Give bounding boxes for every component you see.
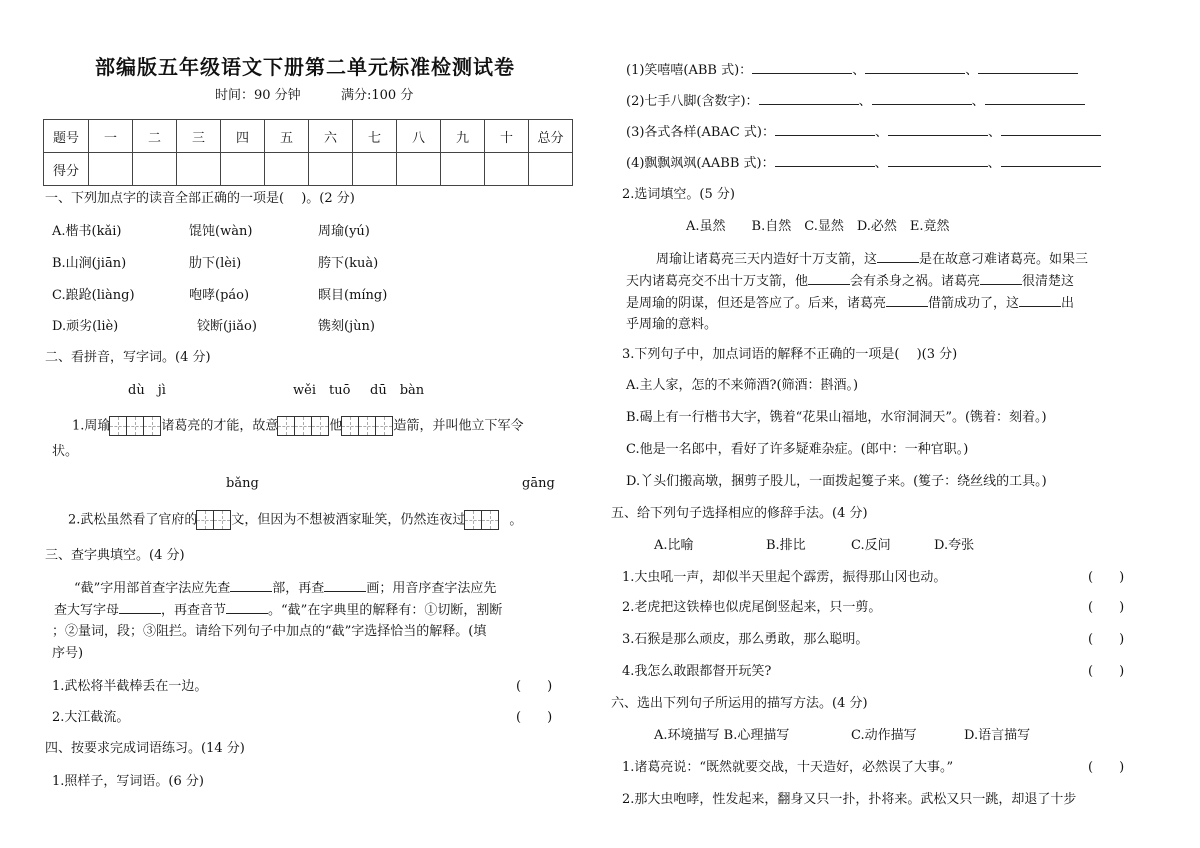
s6-choice-ab: A.环境描写 B.心理描写 bbox=[654, 728, 790, 743]
char-box[interactable] bbox=[196, 510, 214, 530]
s5-item-4: 4.我怎么敢跟都督开玩笑? bbox=[622, 664, 772, 679]
answer-blank[interactable] bbox=[980, 272, 1022, 285]
section5-heading: 五、给下列句子选择相应的修辞手法。(4 分) bbox=[611, 506, 868, 521]
answer-paren[interactable]: ( ) bbox=[1088, 760, 1125, 775]
s4-opt-d: D.丫头们搬高墩，捆剪子股儿，一面拨起篗子来。(篗子：绕丝线的工具。) bbox=[626, 474, 1047, 489]
char-box[interactable] bbox=[126, 416, 144, 436]
s6-choice-d: D.语言描写 bbox=[964, 728, 1031, 743]
score-cell[interactable] bbox=[133, 153, 177, 186]
pinyin-bang: bǎng bbox=[226, 476, 259, 491]
score-header-cell: 总分 bbox=[529, 120, 573, 153]
s2-q1-suffix: 造箭，并叫他立下军令 bbox=[393, 418, 524, 434]
s3-text: 。“截”在字典里的解释有：①切断，割断 bbox=[268, 603, 503, 618]
score-value-row bbox=[44, 153, 573, 186]
char-box[interactable] bbox=[341, 416, 359, 436]
para-text: 会有杀身之祸。诸葛亮 bbox=[850, 274, 981, 289]
score-header-cell: 八 bbox=[397, 120, 441, 153]
answer-blank[interactable] bbox=[775, 154, 875, 167]
sep: 、 bbox=[874, 156, 888, 171]
score-header-cell: 七 bbox=[353, 120, 397, 153]
time-info: 时间：90 分钟 bbox=[215, 88, 301, 103]
s1-option-c1: C.踉跄(liàng) bbox=[52, 288, 135, 303]
s1-option-c3: 瞑目(míng) bbox=[318, 288, 388, 303]
char-box[interactable] bbox=[143, 416, 161, 436]
score-cell[interactable] bbox=[221, 153, 265, 186]
char-box[interactable] bbox=[109, 416, 127, 436]
pinyin-duji: dù jì bbox=[128, 383, 166, 398]
s2-q1-mid2: 他 bbox=[329, 418, 343, 434]
s2-q1-mid1: 诸葛亮的才能，故意 bbox=[161, 418, 279, 434]
score-header-cell: 题号 bbox=[44, 120, 89, 153]
para-text: 是周瑜的阴谋，但还是答应了。后来，诸葛亮 bbox=[626, 296, 887, 311]
s4-sub1: 1.照样子，写词语。(6 分) bbox=[52, 774, 204, 789]
sep: 、 bbox=[987, 156, 1001, 171]
score-header-cell: 六 bbox=[309, 120, 353, 153]
s4-item-2 bbox=[626, 92, 1085, 111]
answer-blank[interactable] bbox=[759, 92, 859, 105]
s5-choice-b: B.排比 bbox=[766, 538, 806, 553]
score-table bbox=[43, 119, 573, 186]
s1-option-a1: A.楷书(kǎi) bbox=[52, 224, 122, 239]
score-cell[interactable] bbox=[441, 153, 485, 186]
s2-q2-line bbox=[68, 510, 522, 530]
s3-text: “截”字用部首查字法应先查 bbox=[74, 581, 231, 596]
s2-q1-line bbox=[72, 416, 523, 436]
section6-heading: 六、选出下列句子所运用的描写方法。(4 分) bbox=[611, 696, 868, 711]
para-text: 很清楚这 bbox=[1022, 274, 1075, 289]
answer-blank[interactable] bbox=[1001, 123, 1101, 136]
answer-blank[interactable] bbox=[1001, 154, 1101, 167]
s4-para-line2 bbox=[626, 272, 1074, 291]
answer-blank[interactable] bbox=[888, 123, 988, 136]
score-row-label: 得分 bbox=[44, 153, 89, 186]
s3-line4: 序号) bbox=[52, 646, 84, 661]
answer-blank[interactable] bbox=[877, 250, 919, 263]
pinyin-duban: dū bàn bbox=[370, 383, 425, 398]
s6-item-2: 2.那大虫咆哮，性发起来，翻身又只一扑，扑将来。武松又只一跳，却退了十步 bbox=[622, 792, 1077, 807]
score-header-cell: 五 bbox=[265, 120, 309, 153]
section1-heading: 一、下列加点字的读音全部正确的一项是( )。(2 分) bbox=[45, 191, 355, 206]
sep: 、 bbox=[965, 63, 979, 78]
s4-sub3: 3.下列句子中，加点词语的解释不正确的一项是( )(3 分) bbox=[622, 347, 958, 362]
answer-paren[interactable]: ( ) bbox=[516, 679, 553, 694]
s4-item-label: (2)七手八脚(含数字)： bbox=[626, 94, 759, 109]
char-box[interactable] bbox=[481, 510, 499, 530]
s3-q2: 2.大江截流。 bbox=[52, 710, 130, 725]
answer-blank[interactable] bbox=[865, 61, 965, 74]
s1-option-d3: 镌刻(jùn) bbox=[318, 319, 375, 334]
answer-blank[interactable] bbox=[985, 92, 1085, 105]
para-text: 周瑜让诸葛亮三天内造好十万支箭，这 bbox=[656, 252, 878, 267]
s5-choice-a: A.比喻 bbox=[654, 538, 694, 553]
s1-option-b1: B.山涧(jiān) bbox=[52, 256, 127, 271]
sep: 、 bbox=[852, 63, 866, 78]
s1-option-b2: 肋下(lèi) bbox=[189, 256, 242, 271]
sep: 、 bbox=[971, 94, 985, 109]
s2-q2-suffix: 。 bbox=[509, 512, 523, 528]
s5-choice-c: C.反问 bbox=[851, 538, 891, 553]
s2-q2-prefix: 2.武松虽然看了官府的 bbox=[68, 512, 198, 528]
s1-option-d2: 铰断(jiǎo) bbox=[197, 319, 257, 334]
score-cell[interactable] bbox=[485, 153, 529, 186]
score-header-cell: 九 bbox=[441, 120, 485, 153]
s4-para-line4: 乎周瑜的意料。 bbox=[626, 317, 718, 332]
s4-opt-a: A.主人家，怎的不来筛酒?(筛酒：斟酒。) bbox=[626, 378, 859, 393]
score-header-cell: 三 bbox=[177, 120, 221, 153]
s2-q1-prefix: 1.周瑜 bbox=[72, 418, 111, 434]
char-box[interactable] bbox=[464, 510, 482, 530]
answer-blank[interactable] bbox=[324, 579, 366, 592]
s4-item-label: (4)飘飘飒飒(AABB 式)： bbox=[626, 156, 775, 171]
s3-text: 查大写字母 bbox=[54, 603, 120, 618]
score-header-cell: 一 bbox=[89, 120, 133, 153]
s4-item-label: (3)各式各样(ABAC 式)： bbox=[626, 125, 775, 140]
s3-line1 bbox=[74, 579, 496, 598]
s4-para-line1 bbox=[656, 250, 1088, 269]
char-box[interactable] bbox=[294, 416, 312, 436]
answer-blank[interactable] bbox=[775, 123, 875, 136]
char-box[interactable] bbox=[311, 416, 329, 436]
score-header-cell: 四 bbox=[221, 120, 265, 153]
score-cell[interactable] bbox=[529, 153, 573, 186]
answer-blank[interactable] bbox=[872, 92, 972, 105]
score-info: 满分:100 分 bbox=[341, 88, 414, 103]
s4-item-label: (1)笑嘻嘻(ABB 式)： bbox=[626, 63, 753, 78]
section2-heading: 二、看拼音，写字词。(4 分) bbox=[45, 350, 211, 365]
s3-line2 bbox=[54, 601, 502, 620]
s3-q1: 1.武松将半截棒丢在一边。 bbox=[52, 679, 208, 694]
s1-option-a2: 馄饨(wàn) bbox=[189, 224, 253, 239]
score-cell[interactable] bbox=[177, 153, 221, 186]
score-cell[interactable] bbox=[397, 153, 441, 186]
score-cell[interactable] bbox=[353, 153, 397, 186]
para-text: 天内诸葛亮交不出十万支箭，他 bbox=[626, 274, 809, 289]
answer-blank[interactable] bbox=[978, 61, 1078, 74]
s6-item-1: 1.诸葛亮说：“既然就要交战，十天造好，必然误了大事。” bbox=[622, 760, 954, 775]
s5-choice-d: D.夸张 bbox=[934, 538, 975, 553]
s4-choices: A.虽然 B.自然 C.显然 D.必然 E.竟然 bbox=[686, 219, 950, 234]
s4-item-3 bbox=[626, 123, 1101, 142]
sep: 、 bbox=[987, 125, 1001, 140]
s4-opt-c: C.他是一名郎中，看好了许多疑难杂症。(郎中：一种官职。) bbox=[626, 442, 969, 457]
answer-blank[interactable] bbox=[119, 601, 161, 614]
char-box[interactable] bbox=[358, 416, 376, 436]
answer-paren[interactable]: ( ) bbox=[1088, 632, 1125, 647]
s5-item-3: 3.石猴是那么顽皮，那么勇敢，那么聪明。 bbox=[622, 632, 869, 647]
exam-title: 部编版五年级语文下册第二单元标准检测试卷 bbox=[95, 55, 515, 79]
score-header-cell: 二 bbox=[133, 120, 177, 153]
s4-sub2: 2.选词填空。(5 分) bbox=[622, 187, 735, 202]
answer-paren[interactable]: ( ) bbox=[1088, 570, 1125, 585]
char-box[interactable] bbox=[213, 510, 231, 530]
s3-text: ，再查音节 bbox=[161, 603, 227, 618]
s4-para-line3 bbox=[626, 294, 1074, 313]
s1-option-d1: D.顽劣(liè) bbox=[52, 319, 119, 334]
char-box[interactable] bbox=[277, 416, 295, 436]
s2-q1-tail: 状。 bbox=[52, 444, 79, 459]
s4-item-4 bbox=[626, 154, 1101, 173]
para-text: 借箭成功了，这 bbox=[928, 296, 1020, 311]
answer-blank[interactable] bbox=[230, 579, 272, 592]
score-header-row bbox=[44, 120, 573, 153]
answer-blank[interactable] bbox=[886, 294, 928, 307]
s2-q2-mid: 文，但因为不想被酒家耻笑，仍然连夜过 bbox=[231, 512, 466, 528]
sep: 、 bbox=[874, 125, 888, 140]
section4-heading: 四、按要求完成词语练习。(14 分) bbox=[45, 741, 245, 756]
answer-blank[interactable] bbox=[752, 61, 852, 74]
answer-blank[interactable] bbox=[1019, 294, 1061, 307]
answer-blank[interactable] bbox=[808, 272, 850, 285]
answer-blank[interactable] bbox=[888, 154, 988, 167]
score-cell[interactable] bbox=[309, 153, 353, 186]
section3-heading: 三、查字典填空。(4 分) bbox=[45, 548, 185, 563]
char-box[interactable] bbox=[375, 416, 393, 436]
s4-opt-b: B.碣上有一行楷书大字，镌着“花果山福地，水帘洞洞天”。(镌着：刻着。) bbox=[626, 410, 1047, 425]
s3-text: 部，再查 bbox=[272, 581, 325, 596]
s5-item-1: 1.大虫吼一声，却似半天里起个霹雳，振得那山冈也动。 bbox=[622, 570, 947, 585]
score-header-cell: 十 bbox=[485, 120, 529, 153]
para-text: 出 bbox=[1061, 296, 1075, 311]
s4-item-1 bbox=[626, 61, 1078, 80]
s1-option-a3: 周瑜(yú) bbox=[318, 224, 370, 239]
s3-line3: ；②量词，段；③阻拦。请给下列句子中加点的“截”字选择恰当的解释。(填 bbox=[52, 624, 487, 639]
s5-item-2: 2.老虎把这铁棒也似虎尾倒竖起来，只一剪。 bbox=[622, 600, 882, 615]
s6-choice-c: C.动作描写 bbox=[851, 728, 917, 743]
pinyin-weituo: wěi tuō bbox=[293, 383, 351, 398]
s3-text: 画；用音序查字法应先 bbox=[366, 581, 497, 596]
pinyin-gang: gāng bbox=[522, 476, 555, 491]
para-text: 是在故意刁难诸葛亮。如果三 bbox=[919, 252, 1089, 267]
score-cell[interactable] bbox=[89, 153, 133, 186]
s1-option-c2: 咆哮(páo) bbox=[189, 288, 250, 303]
answer-paren[interactable]: ( ) bbox=[516, 710, 553, 725]
answer-paren[interactable]: ( ) bbox=[1088, 664, 1125, 679]
answer-blank[interactable] bbox=[226, 601, 268, 614]
sep: 、 bbox=[858, 94, 872, 109]
score-cell[interactable] bbox=[265, 153, 309, 186]
s1-option-b3: 胯下(kuà) bbox=[318, 256, 379, 271]
answer-paren[interactable]: ( ) bbox=[1088, 600, 1125, 615]
